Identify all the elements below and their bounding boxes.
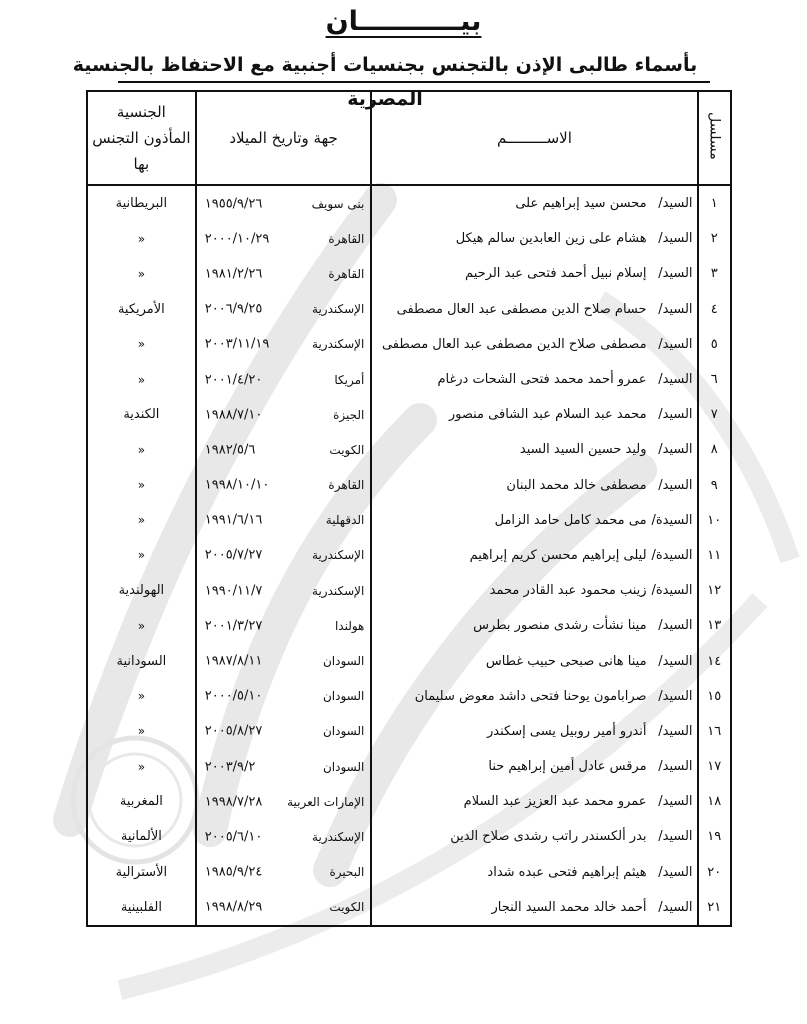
row-nationality: الألمانية xyxy=(87,819,196,854)
row-birth-place: السودان xyxy=(322,724,365,739)
row-name: محسن سيد إبراهيم على xyxy=(515,196,647,212)
row-name: حسام صلاح الدين مصطفى عبد العال مصطفى xyxy=(396,301,647,317)
row-nationality: « xyxy=(87,468,196,503)
row-title-prefix: السيد/ xyxy=(658,759,693,775)
row-name: عمرو محمد عبد العزيز عبد السلام xyxy=(463,794,647,810)
row-name-cell xyxy=(371,749,697,784)
row-name-cell xyxy=(371,503,697,538)
row-serial: ٩ xyxy=(698,468,731,503)
row-birth-place: القاهرة xyxy=(328,478,365,493)
row-name: هشام على زين العابدين سالم هيكل xyxy=(455,231,647,247)
row-birth-cell xyxy=(196,468,372,503)
table-row xyxy=(87,784,731,819)
row-birth-date: ٢٠٠٥/٨/٢٧ xyxy=(204,723,263,739)
row-name: أحمد خالد محمد السيد النجار xyxy=(491,899,647,915)
row-title-prefix: السيد/ xyxy=(658,688,693,704)
row-name: مصطفى خالد محمد البنان xyxy=(506,477,647,493)
row-nationality: الكندية xyxy=(87,397,196,432)
row-birth-date: ١٩٩٨/٨/٢٩ xyxy=(204,899,263,915)
row-name: صرابامون يوحنا فتحى داشد معوض سليمان xyxy=(414,688,647,704)
row-birth-date: ٢٠٠٠/١٠/٢٩ xyxy=(204,231,270,247)
row-birth-place: الجيزة xyxy=(333,407,365,422)
row-name-cell xyxy=(371,573,697,608)
row-serial: ٥ xyxy=(698,327,731,362)
row-serial: ٣ xyxy=(698,256,731,291)
row-nationality: الهولندية xyxy=(87,573,196,608)
table-row xyxy=(87,362,731,397)
row-name: وليد حسين السيد السيد xyxy=(519,442,647,458)
row-title-prefix: السيد/ xyxy=(658,477,693,493)
table-row xyxy=(87,679,731,714)
row-serial: ٢ xyxy=(698,221,731,256)
row-name-cell xyxy=(371,819,697,854)
row-name: بدر ألكسندر راتب رشدى صلاح الدين xyxy=(450,829,647,845)
row-name: إسلام نبيل أحمد فتحى عبد الرحيم xyxy=(465,266,647,282)
row-serial: ٢٠ xyxy=(698,855,731,890)
header-nationality: الجنسية المأذون التجنس بها xyxy=(87,91,196,185)
row-serial: ١٤ xyxy=(698,643,731,678)
row-nationality: « xyxy=(87,327,196,362)
row-name-cell xyxy=(371,397,697,432)
row-birth-place: السودان xyxy=(322,654,365,669)
row-serial: ٨ xyxy=(698,432,731,467)
row-nationality: « xyxy=(87,362,196,397)
table-row xyxy=(87,573,731,608)
row-birth-cell xyxy=(196,573,372,608)
row-birth-place: هولندا xyxy=(334,618,365,633)
row-name: عمرو أحمد محمد فتحى الشحات درغام xyxy=(437,372,647,388)
table-row xyxy=(87,538,731,573)
row-serial: ١٥ xyxy=(698,679,731,714)
row-name: زينب محمود عبد القادر محمد xyxy=(489,583,647,599)
table-row xyxy=(87,714,731,749)
table-body xyxy=(87,185,731,926)
row-name-cell xyxy=(371,292,697,327)
row-birth-date: ١٩٥٥/٩/٢٦ xyxy=(204,196,263,212)
row-birth-date: ١٩٩٨/٧/٢٨ xyxy=(204,794,263,810)
row-name: هيثم إبراهيم فتحى عبده شداد xyxy=(487,864,647,880)
row-name-cell xyxy=(371,468,697,503)
row-birth-date: ٢٠٠٥/٧/٢٧ xyxy=(204,547,263,563)
row-birth-cell xyxy=(196,784,372,819)
row-serial: ١٨ xyxy=(698,784,731,819)
row-name-cell xyxy=(371,432,697,467)
row-birth-cell xyxy=(196,855,372,890)
row-nationality: البريطانية xyxy=(87,185,196,221)
row-birth-date: ١٩٩١/٦/١٦ xyxy=(204,512,263,528)
row-birth-place: البحيرة xyxy=(329,865,365,880)
row-birth-date: ١٩٨١/٢/٢٦ xyxy=(204,266,263,282)
row-name-cell xyxy=(371,679,697,714)
row-title-prefix: السيد/ xyxy=(658,723,693,739)
row-birth-cell xyxy=(196,292,372,327)
row-name-cell xyxy=(371,784,697,819)
row-birth-place: بنى سويف xyxy=(311,196,365,211)
row-serial: ٧ xyxy=(698,397,731,432)
subtitle-underline xyxy=(118,81,710,83)
header-serial xyxy=(698,91,731,185)
row-name: مينا نشأت رشدى منصور بطرس xyxy=(473,618,647,634)
row-serial: ١ xyxy=(698,185,731,221)
row-birth-place: الإمارات العربية xyxy=(287,794,365,809)
header-birth: جهة وتاريخ الميلاد xyxy=(196,91,372,185)
row-birth-cell xyxy=(196,538,372,573)
row-serial: ٦ xyxy=(698,362,731,397)
row-birth-cell xyxy=(196,890,372,926)
row-birth-cell xyxy=(196,362,372,397)
row-birth-place: الإسكندرية xyxy=(312,337,365,352)
table-row xyxy=(87,221,731,256)
row-serial: ١٩ xyxy=(698,819,731,854)
row-name: مصطفى صلاح الدين مصطفى عبد العال مصطفى xyxy=(381,336,647,352)
row-name-cell xyxy=(371,890,697,926)
document-subtitle: بأسماء طالبى الإذن بالتجنس بجنسيات أجنبية مع الاحتفاظ بالجنسية المصرية xyxy=(72,54,698,110)
table-row xyxy=(87,819,731,854)
row-title-prefix: السيد/ xyxy=(658,196,693,212)
table-row xyxy=(87,890,731,926)
row-title-prefix: السيد/ xyxy=(658,864,693,880)
row-birth-place: القاهرة xyxy=(328,231,365,246)
row-birth-cell xyxy=(196,714,372,749)
row-title-prefix: السيد/ xyxy=(658,301,693,317)
header-serial-label: مسلسل xyxy=(706,112,723,160)
row-name-cell xyxy=(371,643,697,678)
row-name-cell xyxy=(371,221,697,256)
row-birth-cell xyxy=(196,432,372,467)
table-row xyxy=(87,292,731,327)
table-row xyxy=(87,749,731,784)
row-nationality: « xyxy=(87,749,196,784)
row-title-prefix: السيد/ xyxy=(658,372,693,388)
row-name-cell xyxy=(371,855,697,890)
row-birth-place: القاهرة xyxy=(328,266,365,281)
table-row xyxy=(87,468,731,503)
row-nationality: « xyxy=(87,256,196,291)
header-name: الاســـــــــم xyxy=(371,91,697,185)
row-birth-date: ٢٠٠١/٣/٢٧ xyxy=(204,618,263,634)
row-title-prefix: السيدة/ xyxy=(651,583,693,599)
row-birth-place: الكويت xyxy=(329,442,365,457)
row-name: مرقس عادل أمين إبراهيم حنا xyxy=(488,759,647,775)
row-title-prefix: السيد/ xyxy=(658,407,693,423)
row-nationality: الأمريكية xyxy=(87,292,196,327)
table-row xyxy=(87,855,731,890)
row-title-prefix: السيد/ xyxy=(658,618,693,634)
row-serial: ١٠ xyxy=(698,503,731,538)
row-title-prefix: السيد/ xyxy=(658,899,693,915)
row-birth-date: ٢٠٠١/٤/٢٠ xyxy=(204,372,263,388)
table-row xyxy=(87,608,731,643)
table-row xyxy=(87,432,731,467)
row-birth-place: الإسكندرية xyxy=(312,302,365,317)
row-name-cell xyxy=(371,327,697,362)
row-birth-date: ٢٠٠٣/١١/١٩ xyxy=(204,336,270,352)
row-birth-cell xyxy=(196,327,372,362)
row-birth-cell xyxy=(196,397,372,432)
row-birth-place: الدقهلية xyxy=(325,513,365,528)
row-serial: ١٢ xyxy=(698,573,731,608)
row-birth-date: ١٩٨٨/٧/١٠ xyxy=(204,407,263,423)
row-name: محمد عبد السلام عبد الشافى منصور xyxy=(448,407,647,423)
table-header-row xyxy=(87,91,731,185)
row-title-prefix: السيد/ xyxy=(658,829,693,845)
row-name: مينا هانى صبحى حبيب غطاس xyxy=(485,653,647,669)
row-birth-cell xyxy=(196,608,372,643)
row-title-prefix: السيد/ xyxy=(658,336,693,352)
row-birth-cell xyxy=(196,185,372,221)
row-serial: ١٧ xyxy=(698,749,731,784)
row-name-cell xyxy=(371,714,697,749)
row-name-cell xyxy=(371,185,697,221)
row-serial: ١٣ xyxy=(698,608,731,643)
row-nationality: « xyxy=(87,538,196,573)
row-birth-date: ١٩٨٧/٨/١١ xyxy=(204,653,263,669)
row-serial: ١٦ xyxy=(698,714,731,749)
row-nationality: « xyxy=(87,221,196,256)
row-birth-cell xyxy=(196,679,372,714)
row-serial: ٢١ xyxy=(698,890,731,926)
document-title: بيـــــــــــان xyxy=(325,6,482,37)
row-birth-date: ٢٠٠٣/٩/٢ xyxy=(204,759,256,775)
row-nationality: المغربية xyxy=(87,784,196,819)
row-name-cell xyxy=(371,608,697,643)
row-title-prefix: السيد/ xyxy=(658,231,693,247)
row-name: مى محمد كامل حامد الزامل xyxy=(494,512,647,528)
row-nationality: الأسترالية xyxy=(87,855,196,890)
table-row xyxy=(87,256,731,291)
row-title-prefix: السيد/ xyxy=(658,442,693,458)
row-birth-place: السودان xyxy=(322,759,365,774)
row-birth-cell xyxy=(196,643,372,678)
row-birth-cell xyxy=(196,256,372,291)
row-birth-date: ٢٠٠٦/٩/٢٥ xyxy=(204,301,263,317)
row-birth-cell xyxy=(196,503,372,538)
row-name: أندرو أمير روبيل يسى إسكندر xyxy=(487,723,647,739)
row-birth-date: ١٩٩٠/١١/٧ xyxy=(204,583,263,599)
row-title-prefix: السيد/ xyxy=(658,794,693,810)
row-nationality: « xyxy=(87,714,196,749)
row-birth-cell xyxy=(196,749,372,784)
table-row xyxy=(87,503,731,538)
row-birth-date: ١٩٩٨/١٠/١٠ xyxy=(204,477,270,493)
row-title-prefix: السيد/ xyxy=(658,266,693,282)
row-nationality: « xyxy=(87,432,196,467)
applicants-table xyxy=(86,90,732,927)
row-nationality: « xyxy=(87,503,196,538)
row-title-prefix: السيدة/ xyxy=(651,512,693,528)
row-birth-cell xyxy=(196,819,372,854)
row-title-prefix: السيد/ xyxy=(658,653,693,669)
row-birth-place: الإسكندرية xyxy=(312,829,365,844)
row-nationality: الفلبينية xyxy=(87,890,196,926)
row-birth-date: ٢٠٠٠/٥/١٠ xyxy=(204,688,263,704)
row-birth-cell xyxy=(196,221,372,256)
table-row xyxy=(87,397,731,432)
row-name-cell xyxy=(371,362,697,397)
row-birth-place: السودان xyxy=(322,689,365,704)
row-nationality: « xyxy=(87,679,196,714)
row-birth-place: الكويت xyxy=(329,900,365,915)
table-row xyxy=(87,327,731,362)
table-row xyxy=(87,185,731,221)
row-birth-place: الإسكندرية xyxy=(312,583,365,598)
row-name: ليلى إبراهيم محسن كريم إبراهيم xyxy=(469,547,647,563)
row-name-cell xyxy=(371,538,697,573)
row-title-prefix: السيدة/ xyxy=(651,547,693,563)
row-birth-date: ١٩٨٢/٥/٦ xyxy=(204,442,256,458)
row-birth-date: ٢٠٠٥/٦/١٠ xyxy=(204,829,263,845)
row-name-cell xyxy=(371,256,697,291)
row-nationality: السودانية xyxy=(87,643,196,678)
row-birth-date: ١٩٨٥/٩/٢٤ xyxy=(204,864,263,880)
row-birth-place: الإسكندرية xyxy=(312,548,365,563)
row-serial: ١١ xyxy=(698,538,731,573)
row-nationality: « xyxy=(87,608,196,643)
row-birth-place: أمريكا xyxy=(334,372,365,387)
table-row xyxy=(87,643,731,678)
row-serial: ٤ xyxy=(698,292,731,327)
